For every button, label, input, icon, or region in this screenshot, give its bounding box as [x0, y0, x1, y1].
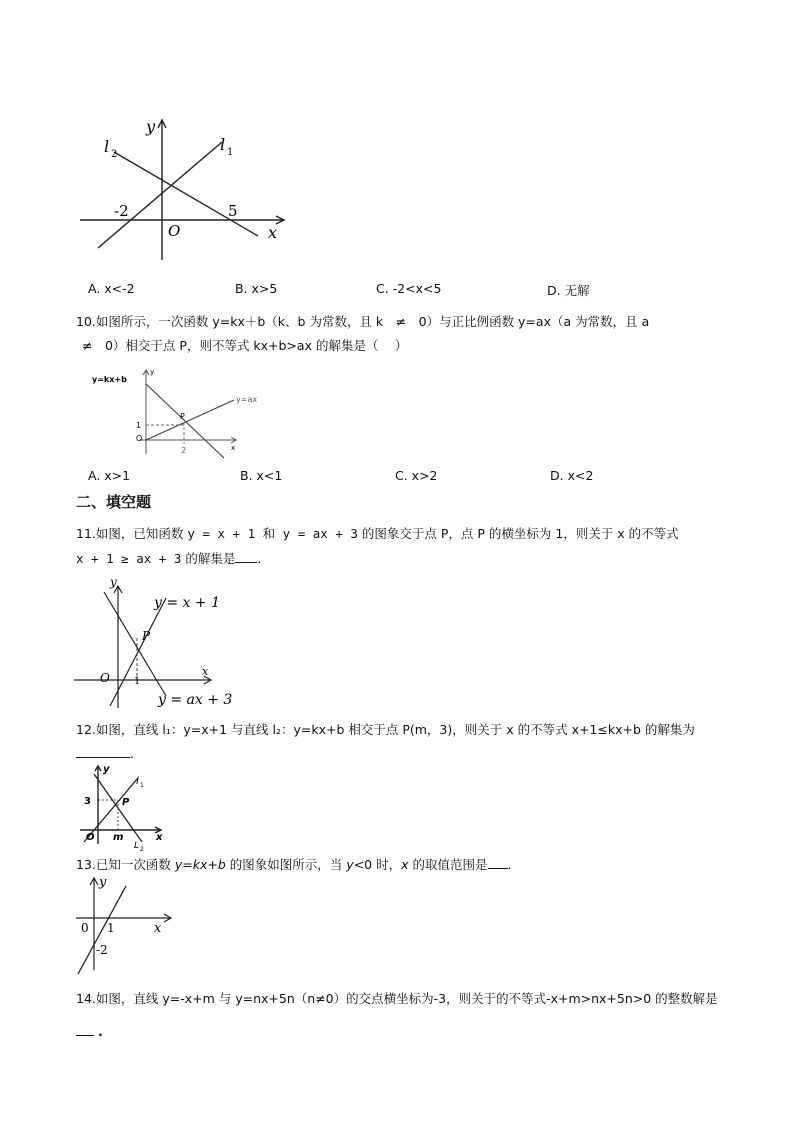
q11-label-eq2: y = ax + 3	[158, 692, 233, 708]
q9-l1-label: l	[220, 135, 226, 154]
q10-line-ax	[146, 400, 234, 440]
q14-line2-end: .	[97, 1024, 103, 1039]
q14-line1: 14.如图，直线 y=-x+m 与 y=nx+5n（n≠0）的交点横坐标为-3，则关于的不等式-x+m>nx+5n>0 的整数解是	[76, 991, 718, 1006]
q11-line2-end: .	[257, 551, 262, 566]
q12-label-m: m	[113, 832, 124, 843]
q11-line2-a: x + 1 ≥ ax + 3	[76, 551, 182, 566]
q11-line1-c: 的图象交于点 P，点 P 的横坐标为 1，则关于 x 的不等式	[361, 526, 679, 541]
q11-label-eq1: y = x + 1	[154, 595, 220, 611]
q9-option-c: C. -2<x<5	[376, 281, 442, 296]
q13-text-b: y=kx+b	[174, 857, 226, 872]
q9-option-d: D. 无解	[547, 283, 590, 298]
q10-label-kx: y=kx+b	[92, 375, 127, 384]
q12-label-y: y	[103, 764, 110, 775]
q13-line	[76, 856, 511, 874]
q10-label-x: x	[231, 444, 236, 452]
q9-line-l2	[114, 152, 258, 236]
q10-label-1: 1	[136, 421, 142, 430]
q12-label-l1-sub: 1	[140, 782, 144, 789]
q12-figure	[76, 760, 172, 852]
q10-line1: 10.如图所示，一次函数 y=kx＋b（k、b 为常数，且 k ≠ 0）与正比例函数 y=ax（a 为常数，且 a	[76, 314, 650, 329]
section-fill-blank-title: 二、填空题	[76, 493, 152, 511]
q9-y-label: y	[146, 117, 156, 136]
q10-option-b: B. x<1	[240, 468, 283, 483]
q9-option-b: B. x>5	[235, 281, 278, 296]
q14-line2	[76, 1023, 103, 1041]
q12-label-p: P	[122, 797, 130, 808]
q11-answer-blank[interactable]	[235, 562, 257, 563]
q14-answer-blank[interactable]	[76, 1035, 94, 1036]
q11-label-y: y	[110, 575, 117, 589]
q13-label-0: 0	[81, 921, 89, 935]
q11-label-x: x	[202, 665, 209, 678]
q12-label-x: x	[156, 832, 163, 843]
q11-label-p: P	[142, 629, 151, 643]
q13-label-1: 1	[107, 921, 115, 935]
q11-line1-a: 11.如图，已知函数	[76, 526, 184, 541]
q10-option-d: D. x<2	[550, 468, 594, 483]
q13-text-e: <0 时，	[353, 857, 402, 872]
q13-figure	[72, 874, 182, 978]
q12-label-l2-sub: 2	[140, 846, 144, 852]
q10-label-o: O	[136, 434, 143, 443]
q11-label-o: O	[100, 671, 110, 685]
q13-text-a: 13.已知一次函数	[76, 857, 171, 872]
q12-label-o: O	[86, 832, 95, 843]
q13-label-y: y	[99, 875, 107, 890]
q10-label-2: 2	[181, 446, 187, 455]
q11-line2	[76, 550, 261, 568]
q12-label-l2: L	[134, 841, 140, 851]
q9-five-label: 5	[228, 202, 238, 220]
q11-figure	[70, 574, 240, 714]
q9-neg2-label: -2	[114, 202, 129, 220]
q10-figure	[86, 364, 276, 460]
q10-option-c: C. x>2	[395, 468, 438, 483]
q9-option-a: A. x<-2	[88, 281, 135, 296]
q9-l1-sub: 1	[227, 147, 234, 158]
q10-label-ax: y=ax	[236, 395, 258, 404]
q13-text-d: y	[346, 857, 354, 872]
q9-l2-sub: 2	[111, 149, 118, 160]
q11-label-1: 1	[134, 676, 141, 687]
q11-line1	[76, 525, 679, 543]
q13-label-x: x	[154, 921, 162, 936]
q10-option-a: A. x>1	[88, 468, 131, 483]
q13-label-neg2: -2	[96, 943, 108, 957]
q12-line2-end: .	[130, 746, 134, 761]
q12-label-3: 3	[84, 796, 91, 807]
q11-line1-b: y = x + 1 和 y = ax + 3	[187, 526, 358, 541]
q13-text-end: .	[507, 857, 512, 872]
q10-label-y: y	[150, 368, 155, 376]
q12-line1: 12.如图，直线 l₁：y=x+1 与直线 l₂：y=kx+b 相交于点 P(m，3)，则关于 x 的不等式 x+1≤kx+b 的解集为	[76, 722, 695, 737]
q13-answer-blank[interactable]	[488, 868, 508, 869]
q9-l2-label: l	[104, 137, 110, 156]
q11-line2-b: 的解集是	[185, 551, 236, 566]
q13-text-c: 的图象如图所示，当	[229, 857, 343, 872]
q13-text-g: 的取值范围是	[412, 857, 488, 872]
q12-label-l1: l	[136, 776, 139, 787]
q9-origin-label: O	[168, 222, 181, 240]
q10-label-p: P	[180, 412, 185, 421]
q10-line2: ≠ 0）相交于点 P，则不等式 kx+b>ax 的解集是（ ）	[82, 338, 408, 353]
q9-figure	[76, 112, 296, 264]
q9-x-label: x	[268, 223, 278, 242]
q12-answer-blank[interactable]	[76, 757, 130, 758]
q13-text-f: x	[401, 857, 409, 872]
